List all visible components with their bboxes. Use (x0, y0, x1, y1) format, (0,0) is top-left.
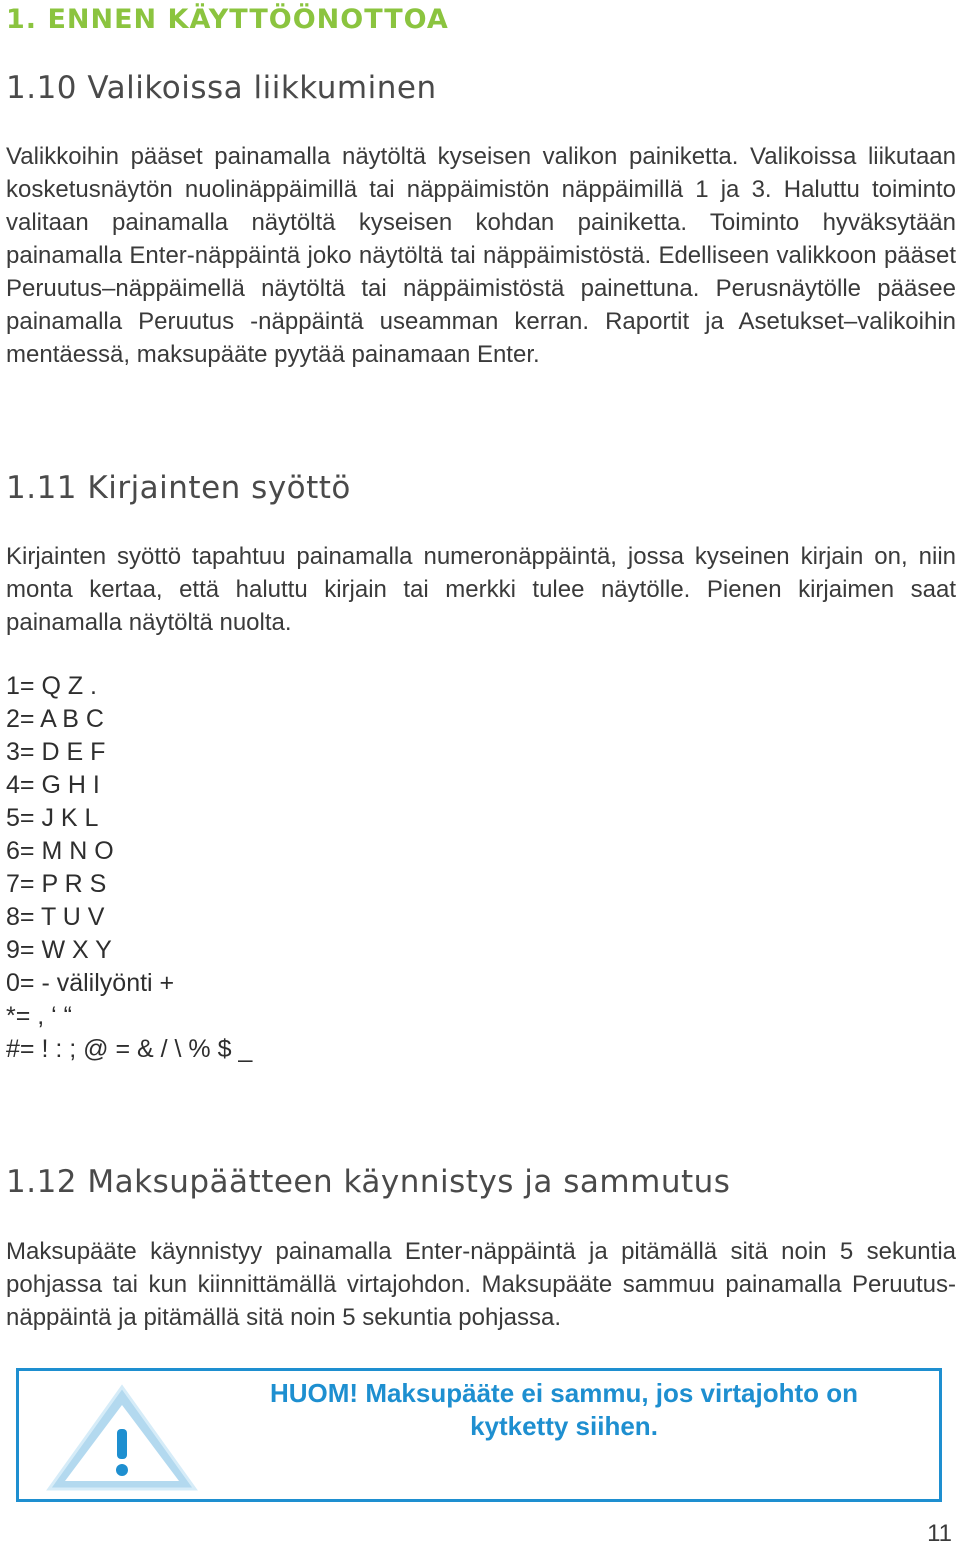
key-map-item: 5= J K L (6, 804, 99, 832)
key-map-item: 0= - välilyönti + (6, 969, 175, 997)
key-map-item: 8= T U V (6, 903, 105, 931)
chapter-heading: 1. ENNEN KÄYTTÖÖNOTTOA (6, 4, 449, 35)
section-title-menus: 1.10 Valikoissa liikkuminen (6, 70, 437, 106)
key-map-item: 2= A B C (6, 705, 104, 733)
key-map-item: #= ! : ; @ = & / \ % $ _ (6, 1035, 253, 1063)
section-paragraph-letters: Kirjainten syöttö tapahtuu painamalla numeronäppäintä, jossa kyseinen kirjain on, niin monta kertaa, että haluttu kirjain tai merkki tulee näytölle. Pienen kirjaimen saat painamalla näytöltä nuolta. (6, 543, 956, 636)
warning-triangle-icon (45, 1383, 199, 1493)
section-title-letters: 1.11 Kirjainten syöttö (6, 470, 351, 506)
note-box (16, 1368, 942, 1502)
key-map-item: 1= Q Z . (6, 672, 98, 700)
section-paragraph-power: Maksupääte käynnistyy painamalla Enter-näppäintä ja pitämällä sitä noin 5 sekuntia pohjassa tai kun kiinnittämällä virtajohdon. Maksupääte sammuu painamalla Peruutus-näppäintä ja pitämällä sitä noin 5 sekuntia pohjassa. (6, 1238, 956, 1331)
key-map-item: 4= G H I (6, 771, 100, 799)
key-map-item: *= , ‘ “ (6, 1002, 72, 1030)
key-map-item: 9= W X Y (6, 936, 112, 964)
note-text-line: HUOM! Maksupääte ei sammu, jos virtajohto on (270, 1378, 858, 1408)
page-number: 11 (927, 1520, 952, 1547)
key-map-item: 3= D E F (6, 738, 106, 766)
key-map-list (6, 670, 252, 1066)
note-text (249, 1377, 879, 1443)
section-paragraph-menus: Valikkoihin pääset painamalla näytöltä kyseisen valikon painiketta. Valikoissa liikutaan kosketusnäytön nuolinäppäimillä tai näppäimistön näppäimillä 1 ja 3. Haluttu toiminto valitaan painamalla näytöltä kyseisen kohdan painiketta. Toiminto hyväksytään painamalla Enter-näppäintä joko näytöltä tai näppäimistöstä. Edelliseen valikkoon pääset Peruutus–näppäimellä näytöltä tai näppäimistöstä painettuna. Perusnäytölle pääsee painamalla Peruutus -näppäintä useamman kerran. Raportit ja Asetukset–valikoihin mentäessä, maksupääte pyytää painamaan Enter. (6, 143, 956, 368)
note-text-line: kytketty siihen. (470, 1411, 658, 1441)
section-title-power: 1.12 Maksupäätteen käynnistys ja sammutus (6, 1164, 731, 1200)
key-map-item: 6= M N O (6, 837, 114, 865)
key-map-item: 7= P R S (6, 870, 107, 898)
